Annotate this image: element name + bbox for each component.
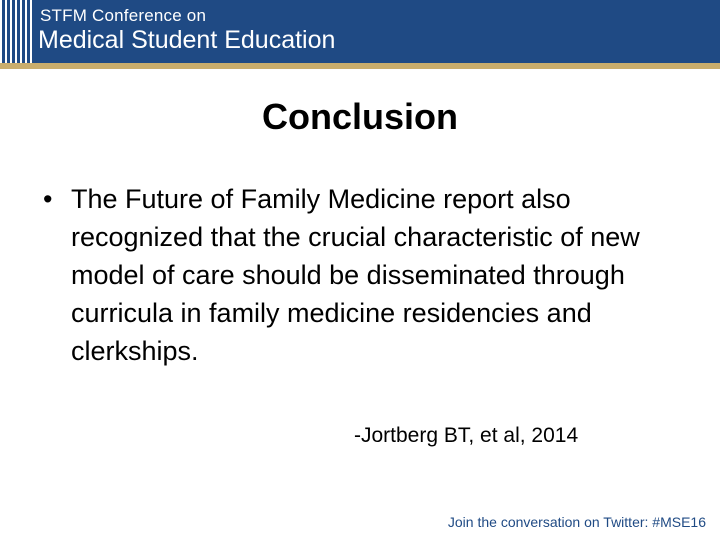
- conference-header-banner: [0, 0, 720, 63]
- citation: -Jortberg BT, et al, 2014: [354, 424, 579, 447]
- bullet-marker: •: [43, 184, 53, 214]
- header-divider: [0, 63, 720, 69]
- slide-title: Conclusion: [262, 96, 458, 137]
- bullet-text: The Future of Family Medicine report also recognized that the crucial characteristic of new model of care should be disseminated through curricula in family medicine residencies and clerkships.: [71, 184, 640, 366]
- footer-twitter-text: Join the conversation on Twitter: #MSE16: [447, 514, 706, 530]
- logo-stripes: [0, 0, 34, 63]
- header-title: Medical Student Education: [38, 26, 336, 54]
- header-subtitle: STFM Conference on: [40, 6, 207, 25]
